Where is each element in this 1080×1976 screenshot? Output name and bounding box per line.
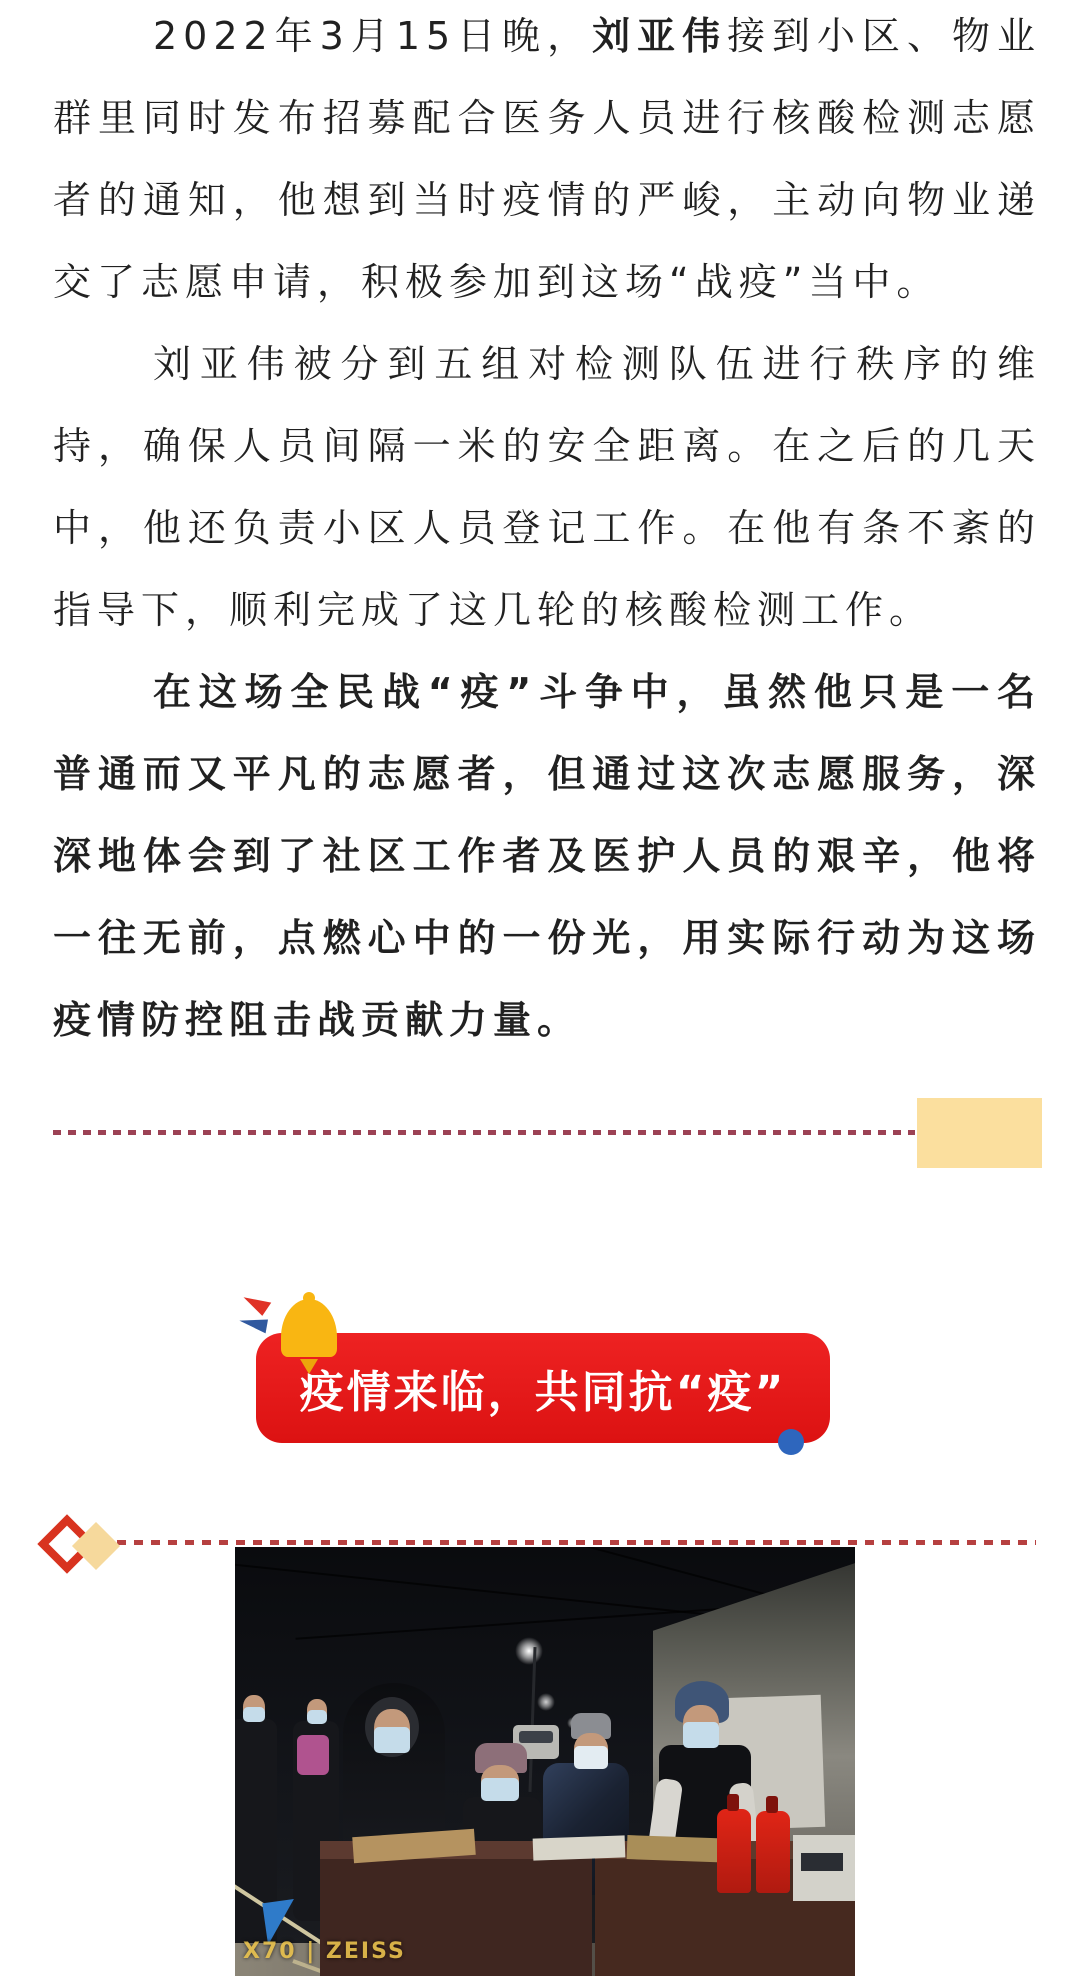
power-line (235, 1562, 734, 1618)
paragraph-1-rest: 接到小区、物业群里同时发布招募配合医务人员进行核酸检测志愿者的通知，他想到当时疫情的严峻，主动向物业递交了志愿申请，积极参加到这场“战疫”当中。 (53, 14, 1041, 304)
person-hooded-mask (374, 1727, 410, 1753)
article-photo-night-testing-site[interactable] (235, 1547, 855, 1976)
person-left-2-mask (307, 1710, 327, 1724)
bell-icon (281, 1299, 337, 1357)
blue-dot-decoration (778, 1429, 804, 1455)
dashed-divider-bottom (117, 1540, 1036, 1545)
street-lamp-glow (515, 1637, 543, 1665)
lamp-pole (528, 1647, 536, 1792)
dashed-divider-top (53, 1130, 915, 1135)
person-right-mask (683, 1722, 719, 1748)
spray-nozzle (766, 1796, 778, 1813)
supply-box-label (801, 1853, 843, 1871)
van-window (519, 1731, 553, 1743)
disinfectant-spray-bottle (756, 1811, 790, 1893)
person-left-1-mask (243, 1707, 265, 1722)
sparkle-red-icon (241, 1288, 272, 1316)
sparkle-blue-icon (238, 1315, 268, 1334)
bell-clapper-icon (300, 1359, 318, 1374)
register-paper (533, 1835, 626, 1860)
section-title-label: 疫情来临，共同抗“疫” (299, 1367, 787, 1418)
paragraph-3: 在这场全民战“疫”斗争中，虽然他只是一名普通而又平凡的志愿者，但通过这次志愿服务，深深地体会到了社区工作者及医护人员的艰辛，他将一往无前，点燃心中的一份光，用实际行动为这场疫情防控阻击战贡献力量。 (53, 670, 1041, 1042)
section-title-banner (256, 1333, 830, 1443)
paragraph-1 (53, 0, 1041, 323)
article-text (53, 0, 1041, 1061)
paragraph-2: 刘亚伟被分到五组对检测队伍进行秩序的维持，确保人员间隔一米的安全距离。在之后的几天中，他还负责小区人员登记工作。在他有条不紊的指导下，顺利完成了这几轮的核酸检测工作。 (53, 342, 1041, 632)
cream-rectangle-decoration (917, 1098, 1042, 1168)
person-left-2-pink-jacket (297, 1735, 329, 1775)
street-lamp-glow (537, 1693, 555, 1711)
paragraph-1-prefix: 2022年3月15日晚， (153, 14, 593, 58)
spray-nozzle (727, 1794, 739, 1811)
person-beanie-mask (481, 1778, 519, 1801)
disinfectant-spray-bottle (717, 1809, 751, 1893)
person-name: 刘亚伟 (592, 14, 728, 58)
camera-watermark: X70 | ZEISS (243, 1939, 406, 1964)
person-puffer-mask (574, 1746, 608, 1769)
